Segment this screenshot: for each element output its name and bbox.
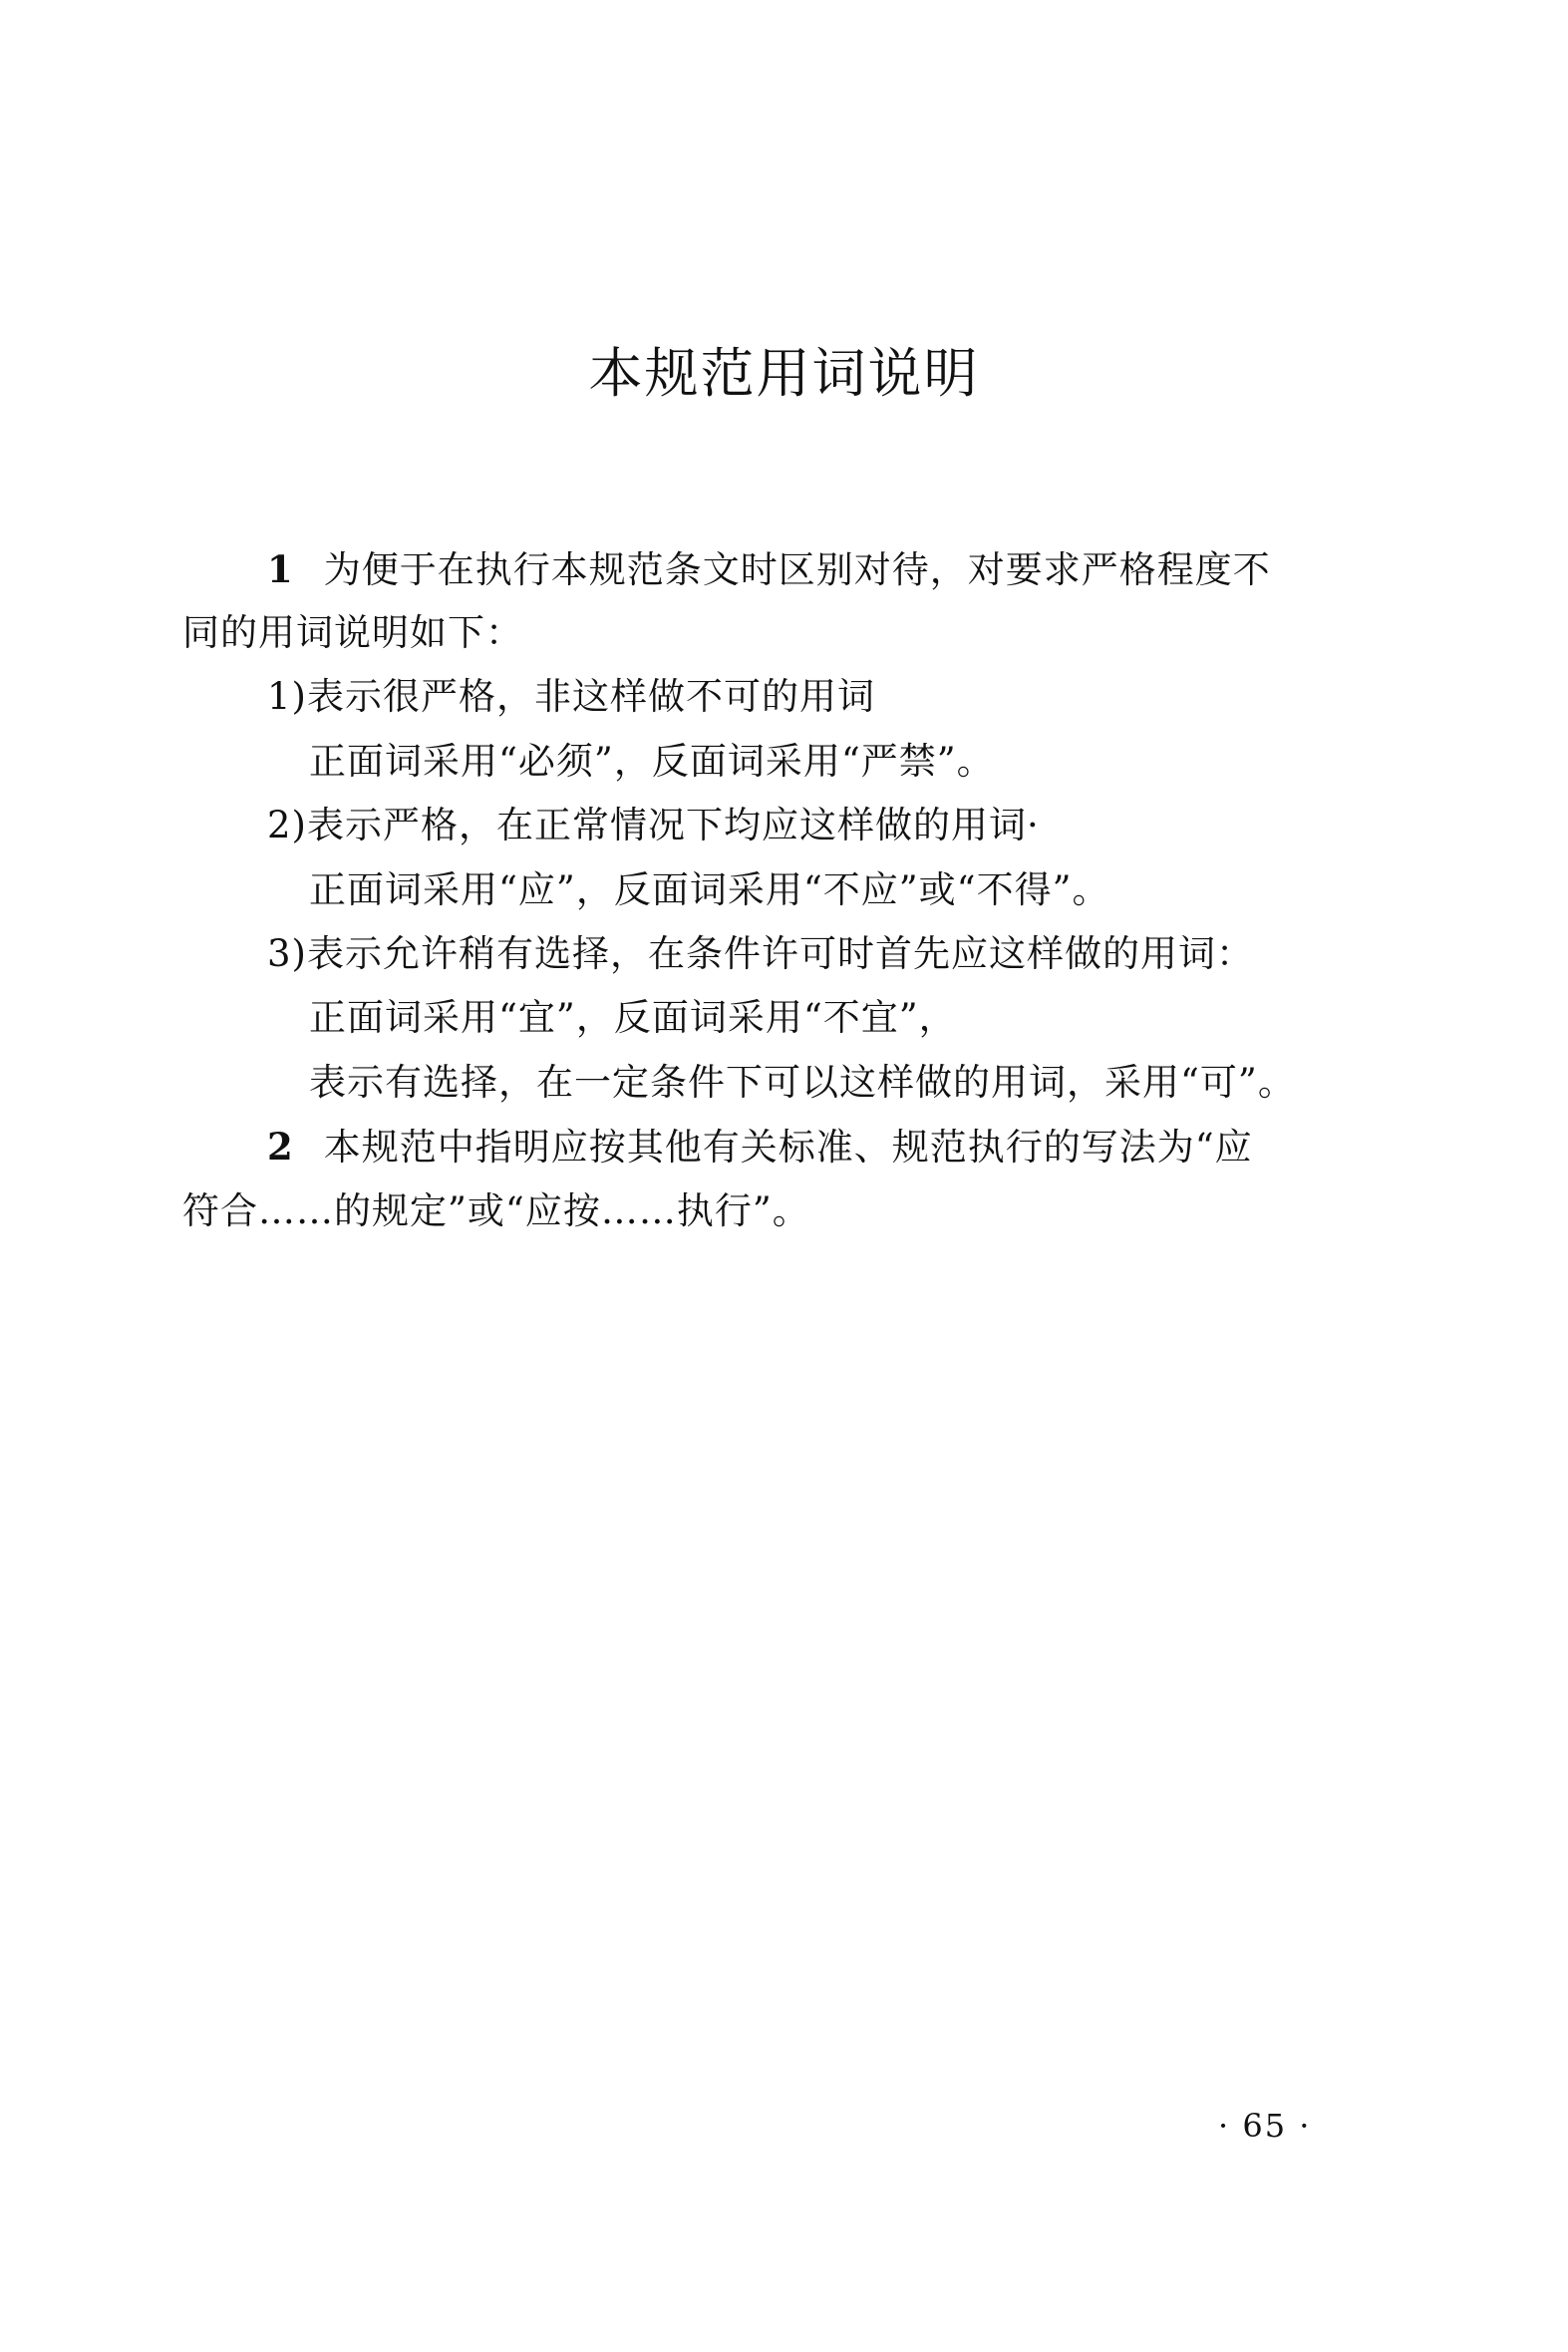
- sub-item-3-heading: 3)表示允许稍有选择，在条件许可时首先应这样做的用词：: [267, 932, 1254, 975]
- item-2-text-line-1: 本规范中指明应按其他有关标准、规范执行的写法为“应: [323, 1126, 1253, 1169]
- page-number: · 65 ·: [1218, 2107, 1312, 2145]
- item-2-line-2: 符合……的规定”或“应按……执行”。: [182, 1189, 810, 1232]
- sub-item-1-heading: 1)表示很严格，非这样做不可的用词: [267, 675, 875, 718]
- sub-item-2-detail: 正面词采用“应”，反面词采用“不应”或“不得”。: [309, 868, 1110, 911]
- page-title: 本规范用词说明: [588, 342, 980, 405]
- item-2-line-1: [267, 1121, 1253, 1174]
- item-1-line-1: [267, 543, 1271, 596]
- sub-item-2-heading: 2)表示严格，在正常情况下均应这样做的用词·: [267, 804, 1040, 846]
- item-1-number: 1: [267, 547, 294, 591]
- sub-item-3-extra: 表示有选择，在一定条件下可以这样做的用词，采用“可”。: [309, 1061, 1296, 1104]
- sub-item-3-detail: 正面词采用“宜”，反面词采用“不宜”，: [309, 996, 957, 1039]
- item-1-text-line-1: 为便于在执行本规范条文时区别对待，对要求严格程度不: [323, 548, 1271, 591]
- sub-item-1-detail: 正面词采用“必须”，反面词采用“严禁”。: [309, 740, 995, 783]
- item-1-line-2: 同的用词说明如下：: [182, 611, 523, 654]
- item-2-number: 2: [267, 1125, 294, 1169]
